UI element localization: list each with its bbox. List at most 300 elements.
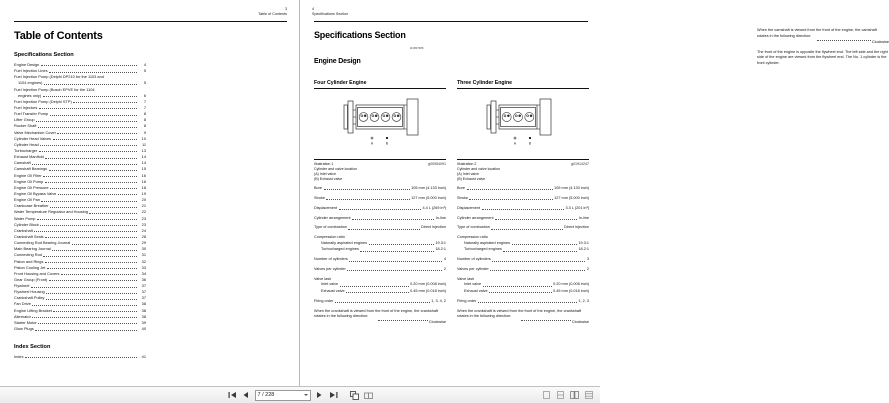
- spec-row-label: Stroke: [457, 195, 468, 200]
- toc-entry-label: Lifter Group: [14, 117, 35, 123]
- leader-dots: [349, 259, 442, 262]
- spec-row: [457, 267, 589, 272]
- leader-dots: [34, 229, 136, 232]
- index-entry-label: Index: [14, 354, 24, 359]
- spec-row-label: Bore: [457, 186, 466, 191]
- spec-row-value: 4.4 L (269 in³): [422, 205, 446, 210]
- page-left: [0, 0, 300, 386]
- toc-entry-label: Camshaft: [14, 160, 31, 166]
- spec-row-label: Bore: [314, 186, 323, 191]
- spec-row: [457, 225, 589, 230]
- toc-entry[interactable]: [14, 197, 146, 203]
- toc-entry[interactable]: [14, 203, 146, 209]
- valve-lash-row-value: 0.45 mm (0.018 inch): [410, 289, 446, 294]
- toc-entry-value: 13: [141, 147, 146, 153]
- previous-page-icon: [242, 391, 250, 399]
- engine-figure: [314, 93, 446, 157]
- toc-entry-value: 6: [143, 92, 146, 98]
- four-cylinder-column: [314, 80, 446, 324]
- figure-caption-row: [457, 159, 589, 166]
- leader-dots: [53, 137, 137, 140]
- toc-entry-value: 19: [141, 190, 146, 196]
- toc-entry-label: Fuel Injection Pump (Delphi DP210 for the 1103 and: [14, 74, 104, 80]
- compression-row-label: Turbocharged engines: [464, 247, 502, 252]
- camshaft-direction-label: When the camshaft is viewed from the front of the engine, the camshaft rotates in the following direction:: [757, 28, 877, 38]
- toc-entry[interactable]: [14, 154, 146, 160]
- leader-dots: [45, 156, 136, 159]
- toc-entry-label: Glow Plugs: [14, 326, 34, 332]
- compression-row: [457, 241, 589, 246]
- toc-entry-value: 8: [143, 111, 146, 117]
- leader-dots: [49, 168, 137, 171]
- toc-entry[interactable]: [14, 185, 146, 191]
- toc-entry[interactable]: [14, 259, 146, 265]
- view-mode-2-button[interactable]: [555, 390, 566, 401]
- three-cylinder-column: [457, 80, 589, 324]
- right-page-number: 4: [312, 7, 315, 11]
- closing-paragraph: When the crankshaft is viewed from the front of the engine, the crankshaft rotates in the following direction:: [457, 308, 582, 319]
- leader-dots: [45, 180, 137, 183]
- spec-row-label: Cylinder arrangement: [457, 215, 494, 220]
- leader-dots: [467, 187, 553, 190]
- leader-dots: [347, 268, 442, 271]
- spec-row-value: 127 mm (5.000 inch): [554, 195, 589, 200]
- column-heading-rule: [457, 88, 589, 89]
- toc-entry-label: engines only): [18, 92, 42, 98]
- scroll-layout-icon: [585, 391, 593, 399]
- leader-dots: [73, 100, 136, 103]
- valve-lash-row-label: Inlet valve: [464, 282, 482, 287]
- toc-entry[interactable]: [14, 160, 146, 166]
- firing-order-row: [457, 299, 589, 304]
- toc-entry-value: 37: [141, 295, 146, 301]
- toc-entry[interactable]: [14, 130, 146, 136]
- leader-dots: [512, 242, 577, 245]
- toc-entry-label: Crankshaft Seals: [14, 233, 44, 239]
- spec-row-value: Direct injection: [421, 225, 446, 230]
- toc-entry-value: 37: [141, 283, 146, 289]
- toc-entry[interactable]: [14, 308, 146, 314]
- right-header-rule: [314, 21, 588, 22]
- view-mode-1-button[interactable]: [541, 390, 552, 401]
- facing-page-view-button[interactable]: [363, 390, 374, 401]
- toc-entry[interactable]: [14, 105, 146, 111]
- view-mode-3-button[interactable]: [569, 390, 580, 401]
- toc-entry-value: 5: [143, 80, 146, 86]
- toc-entry[interactable]: [14, 191, 146, 197]
- leader-dots: [49, 70, 136, 73]
- toc-entry-value: 34: [141, 270, 146, 276]
- toc-entry[interactable]: [14, 252, 146, 258]
- leader-dots: [50, 205, 136, 208]
- figure-legend-item-0: (A) Inlet valve: [314, 171, 336, 176]
- toc-entry-label: Engine Design: [14, 62, 40, 67]
- toc-entry[interactable]: [14, 142, 146, 148]
- spec-row-label: Valves per cylinder: [457, 267, 489, 272]
- leader-dots: [339, 207, 421, 210]
- toc-entry-value: 18: [141, 184, 146, 190]
- page-number-value: 7 / 228: [257, 392, 275, 398]
- leader-dots: [32, 303, 136, 306]
- toc-entry-value: 37: [141, 289, 146, 295]
- last-page-icon: [329, 391, 338, 399]
- leader-dots: [490, 268, 585, 271]
- spec-row-label: Number of cylinders: [314, 257, 348, 262]
- toc-entry-label: Piston and Rings: [14, 258, 44, 264]
- toc-entry-label: Flywheel Housing: [14, 289, 45, 295]
- leader-dots: [43, 174, 136, 177]
- two-page-layout-icon: [570, 391, 579, 399]
- toc-entry-value: 4: [143, 62, 146, 67]
- leader-dots: [360, 249, 434, 252]
- toc-entry[interactable]: [14, 93, 146, 99]
- compression-row-label: Naturally aspirated engines: [321, 240, 368, 245]
- leader-dots: [495, 217, 577, 220]
- toc-entry[interactable]: [14, 117, 146, 123]
- column-heading-rule: [314, 88, 446, 89]
- toc-entry-label: Fuel Transfer Pump: [14, 111, 49, 117]
- toc-entry[interactable]: [14, 320, 146, 326]
- toc-entry[interactable]: [14, 246, 146, 252]
- toc-entry[interactable]: [14, 295, 146, 301]
- camshaft-direction-row: [757, 28, 889, 39]
- figure-legend: [314, 167, 446, 183]
- leader-dots: [47, 266, 137, 269]
- spec-row-value: 4: [443, 257, 446, 262]
- spec-row-label: Displacement: [457, 205, 481, 210]
- toc-entry-label: Fuel Injection Lines: [14, 68, 48, 74]
- firing-order-row-label: Firing order: [314, 299, 334, 304]
- spec-row: [457, 216, 589, 221]
- next-page-button[interactable]: [314, 390, 325, 401]
- compression-row-label: Naturally aspirated engines: [464, 240, 511, 245]
- spec-row: [314, 225, 446, 230]
- toc-entry-label: Gear Group (Front): [14, 276, 48, 282]
- leader-dots: [36, 119, 136, 122]
- toc-entry[interactable]: [14, 166, 146, 172]
- toc-entry[interactable]: [14, 234, 146, 240]
- toc-entry-label: Crankshaft: [14, 227, 33, 233]
- toc-entry-value: 38: [141, 301, 146, 307]
- right-page-header: [312, 7, 348, 17]
- first-page-button[interactable]: [227, 390, 238, 401]
- single-page-view-button[interactable]: [349, 390, 360, 401]
- page-title: Table of Contents: [14, 30, 103, 42]
- spec-row-value: 105 mm (4.133 inch): [411, 186, 446, 191]
- spec-row-value: In-line: [435, 215, 446, 220]
- leader-dots: [39, 106, 137, 109]
- leader-dots: [41, 199, 136, 202]
- spec-row: [457, 196, 589, 201]
- chevron-down-icon[interactable]: [304, 394, 308, 396]
- toc-entry-value: 5: [143, 68, 146, 74]
- leader-dots: [482, 207, 564, 210]
- toc-entry[interactable]: [14, 265, 146, 271]
- toc-entry-label: Alternator: [14, 313, 31, 319]
- leader-dots: [72, 242, 137, 245]
- leader-dots: [324, 187, 410, 190]
- svg-text:B: B: [528, 141, 532, 146]
- compression-row: [314, 247, 446, 252]
- toc-entry-value: 7: [143, 104, 146, 110]
- toc-entry[interactable]: [14, 173, 146, 179]
- toc-entry[interactable]: [14, 222, 146, 228]
- leader-dots: [38, 125, 137, 128]
- leader-dots: [49, 278, 137, 281]
- toc-entry-value: 8: [143, 117, 146, 123]
- leader-dots: [58, 192, 137, 195]
- compression-row-value: 19.3:1: [578, 240, 589, 245]
- figure-legend-item-1: (B) Exhaust valve: [314, 176, 343, 181]
- toc-entry-label: Cylinder Head Valves: [14, 135, 52, 141]
- spec-row: [314, 216, 446, 221]
- figure-legend-item-1: (B) Exhaust valve: [457, 176, 486, 181]
- leader-dots: [326, 197, 409, 200]
- compression-row-label: Turbocharged engines: [321, 247, 359, 252]
- toc-entry[interactable]: [14, 99, 146, 105]
- toc-entry[interactable]: [14, 283, 146, 289]
- toc-entry[interactable]: [14, 74, 146, 80]
- left-page-header: [258, 7, 287, 17]
- spec-row-value: Direct injection: [564, 225, 589, 230]
- spec-row-value: 2: [586, 267, 589, 272]
- toc-entry-label: Starter Motor: [14, 319, 37, 325]
- leader-dots: [491, 227, 562, 230]
- toc-entry-label: Water Pump: [14, 215, 36, 221]
- spec-row-label: Stroke: [314, 195, 325, 200]
- previous-page-button[interactable]: [241, 390, 252, 401]
- toc-entry-label: Fuel Injection Pump (Bosch EPVE for the 1104: [14, 86, 95, 92]
- toc-entry[interactable]: [14, 68, 146, 74]
- view-mode-4-button[interactable]: [583, 390, 594, 401]
- index-entry[interactable]: [14, 354, 146, 360]
- illustration-number: Illustration 2: [457, 161, 477, 166]
- firing-order-row-label: Firing order: [457, 299, 477, 304]
- toc-entry[interactable]: [14, 271, 146, 277]
- valve-lash-row-value: 0.45 mm (0.018 inch): [553, 289, 589, 294]
- toc-entry-label: Cylinder Block: [14, 221, 39, 227]
- leader-dots: [53, 309, 136, 312]
- closing-value: Clockwise: [428, 319, 446, 324]
- illustration-code: g00954091: [428, 161, 446, 166]
- toc-entry[interactable]: [14, 228, 146, 234]
- camshaft-direction-value: Clockwise: [871, 39, 889, 44]
- toc-entry-value: 14: [141, 154, 146, 160]
- toc-entry-value: 40: [141, 326, 146, 332]
- toc-entry-value: 14: [141, 160, 146, 166]
- valve-lash-row: [457, 289, 589, 294]
- toc-entry-label: Water Temperature Regulator and Housing: [14, 209, 88, 215]
- toc-entry-value: 36: [141, 276, 146, 282]
- spec-row: [314, 196, 446, 201]
- spec-row-value: 3: [586, 257, 589, 262]
- valve-lash-row: [314, 282, 446, 287]
- index-list: [14, 354, 146, 360]
- leader-dots: [57, 131, 136, 134]
- leader-dots: [352, 217, 434, 220]
- figure-legend: [457, 167, 589, 183]
- figure-caption-text: Cylinder and valve location: [314, 166, 357, 171]
- closing-value: Clockwise: [571, 319, 589, 324]
- spec-row-value: 3.3 L (201 in³): [565, 205, 589, 210]
- compression-row-value: 18.2:1: [578, 247, 589, 252]
- toc-entry-value: 22: [141, 209, 146, 215]
- leader-dots: [31, 285, 137, 288]
- compression-row-value: 19.3:1: [435, 240, 446, 245]
- toc-entry[interactable]: [14, 80, 146, 86]
- leader-dots: [39, 149, 137, 152]
- toc-entry-value: 16: [141, 172, 146, 178]
- toc-entry-label: Engine Oil Bypass Valve: [14, 190, 57, 196]
- spec-row-label: Valves per cylinder: [314, 267, 346, 272]
- left-header-rule: [14, 21, 287, 22]
- column-heading: Three Cylinder Engine: [457, 80, 513, 86]
- toc-entry[interactable]: [14, 289, 146, 295]
- spec-row-label: Number of cylinders: [457, 257, 491, 262]
- leader-dots: [25, 355, 136, 358]
- spec-row: [457, 257, 589, 262]
- leader-dots: [45, 235, 136, 238]
- spec-row: [457, 186, 589, 191]
- toc-entry-label: Main Bearing Journal: [14, 246, 51, 252]
- toc-entry[interactable]: [14, 277, 146, 283]
- next-page-icon: [315, 391, 323, 399]
- index-entry-value: 41: [141, 354, 146, 359]
- valve-lash-row: [457, 282, 589, 287]
- toc-entry[interactable]: [14, 148, 146, 154]
- leader-dots: [50, 113, 137, 116]
- leader-dots: [335, 300, 430, 303]
- spec-row-value: In-line: [578, 215, 589, 220]
- toc-entry-label: Connecting Rod Bearing Journal: [14, 240, 71, 246]
- toc-entry-value: 23: [141, 221, 146, 227]
- toc-section-heading: Specifications Section: [14, 52, 74, 58]
- leader-dots: [35, 328, 136, 331]
- leader-dots: [89, 211, 136, 214]
- leader-dots: [46, 291, 136, 294]
- toc-entry[interactable]: [14, 314, 146, 320]
- spec-row: [314, 267, 446, 272]
- toc-entry-value: 30: [141, 246, 146, 252]
- leader-dots: [96, 88, 136, 91]
- compression-row: [457, 247, 589, 252]
- leader-dots: [61, 272, 137, 275]
- toc-entry-value: 31: [141, 252, 146, 258]
- engine-diagram-4-cylinder: [334, 93, 426, 145]
- toc-entry[interactable]: [14, 62, 146, 68]
- closing-leader-dots: [378, 320, 428, 321]
- leader-dots: [45, 260, 137, 263]
- figure-legend-item-0: (A) Inlet valve: [457, 171, 479, 176]
- toc-entry-value: 28: [141, 233, 146, 239]
- leader-dots: [346, 290, 408, 293]
- toc-entry-value: 33: [141, 264, 146, 270]
- toc-entry[interactable]: [14, 111, 146, 117]
- toc-entry-label: Engine Oil Pump: [14, 178, 44, 184]
- toc-entry[interactable]: [14, 240, 146, 246]
- closing-value-row: [457, 320, 589, 324]
- camshaft-direction-value-row: [757, 40, 889, 46]
- leader-dots: [50, 186, 136, 189]
- leader-dots: [38, 321, 136, 324]
- page-layout-icon: [543, 391, 550, 399]
- spec-row: [457, 206, 589, 211]
- toc-entry-label: Fuel Injectors: [14, 104, 38, 110]
- spec-row-value: 2: [443, 267, 446, 272]
- toc-entry[interactable]: [14, 87, 146, 93]
- spec-row: [314, 186, 446, 191]
- left-page-number: 3: [284, 7, 287, 11]
- first-page-icon: [228, 391, 237, 399]
- valve-lash-heading: Valve lash: [314, 276, 332, 281]
- valve-lash-row-label: Exhaust valve: [321, 289, 345, 294]
- spec-row-value: 105 mm (4.133 inch): [554, 186, 589, 191]
- toc-entry[interactable]: [14, 136, 146, 142]
- toc-entry[interactable]: [14, 326, 146, 332]
- illustration-code: g01914247: [571, 161, 589, 166]
- toc-entry-label: Fuel Injection Pump (Delphi STP): [14, 98, 72, 104]
- front-of-engine-paragraph: The front of the engine is opposite the flywheel end. The left side and the right side of the engine are viewed from the flywheel end. The No. 1 cylinder is the front cylinder.: [757, 49, 888, 65]
- last-page-button[interactable]: [328, 390, 339, 401]
- illustration-number: Illustration 1: [314, 161, 334, 166]
- leader-dots: [340, 284, 409, 287]
- engine-diagram-3-cylinder: [477, 93, 569, 145]
- toc-entry-value: 10: [141, 135, 146, 141]
- valve-lash-row-value: 0.20 mm (0.008 inch): [410, 282, 446, 287]
- leader-dots: [503, 249, 577, 252]
- leader-dots: [369, 242, 434, 245]
- toc-entry-value: 38: [141, 307, 146, 313]
- valve-lash-row: [314, 289, 446, 294]
- toc-entry[interactable]: [14, 209, 146, 215]
- continuous-layout-icon: [557, 391, 564, 399]
- spec-row-label: Cylinder arrangement: [314, 215, 351, 220]
- closing-leader-dots: [521, 320, 571, 321]
- leader-dots: [40, 223, 136, 226]
- toc-entry[interactable]: [14, 179, 146, 185]
- toc-entry[interactable]: [14, 123, 146, 129]
- facing-page-view-icon: [364, 391, 373, 400]
- toc-entry-value: 23: [141, 215, 146, 221]
- toc-entry-label: Rocker Shaft: [14, 123, 37, 129]
- toc-entry-label: Engine Oil Pan: [14, 197, 40, 203]
- toc-entry-label: Engine Oil Pressure: [14, 184, 49, 190]
- toc-entry-label: Engine Lifting Bracket: [14, 307, 52, 313]
- engine-design-title: Engine Design: [314, 58, 361, 65]
- page-number-field[interactable]: [255, 390, 311, 401]
- toc-entry-value: 8: [143, 123, 146, 129]
- toc-entry-label: Camshaft Bearings: [14, 166, 48, 172]
- toc-entry[interactable]: [14, 216, 146, 222]
- svg-text:A: A: [370, 141, 374, 146]
- leader-dots: [478, 300, 577, 303]
- toc-entry[interactable]: [14, 301, 146, 307]
- toc-entry-value: 15: [141, 166, 146, 172]
- figure-caption-row: [314, 159, 446, 166]
- toolbar-right-group: [541, 390, 594, 401]
- toc-list: [14, 62, 146, 332]
- leader-dots: [32, 162, 136, 165]
- compression-ratio-heading: Compression ratio: [314, 235, 345, 240]
- toc-entry-label: Crankcase Breather: [14, 203, 49, 209]
- index-section-heading: Index Section: [14, 344, 51, 350]
- toc-entry-label: Valve Mechanism Cover: [14, 129, 56, 135]
- leader-dots: [32, 315, 136, 318]
- closing-paragraph: When the crankshaft is viewed from the front of the engine, the crankshaft rotates in the following direction:: [314, 308, 439, 319]
- toc-entry-value: 24: [141, 227, 146, 233]
- toc-entry-label: Front Housing and Covers: [14, 270, 60, 276]
- compression-row: [314, 241, 446, 246]
